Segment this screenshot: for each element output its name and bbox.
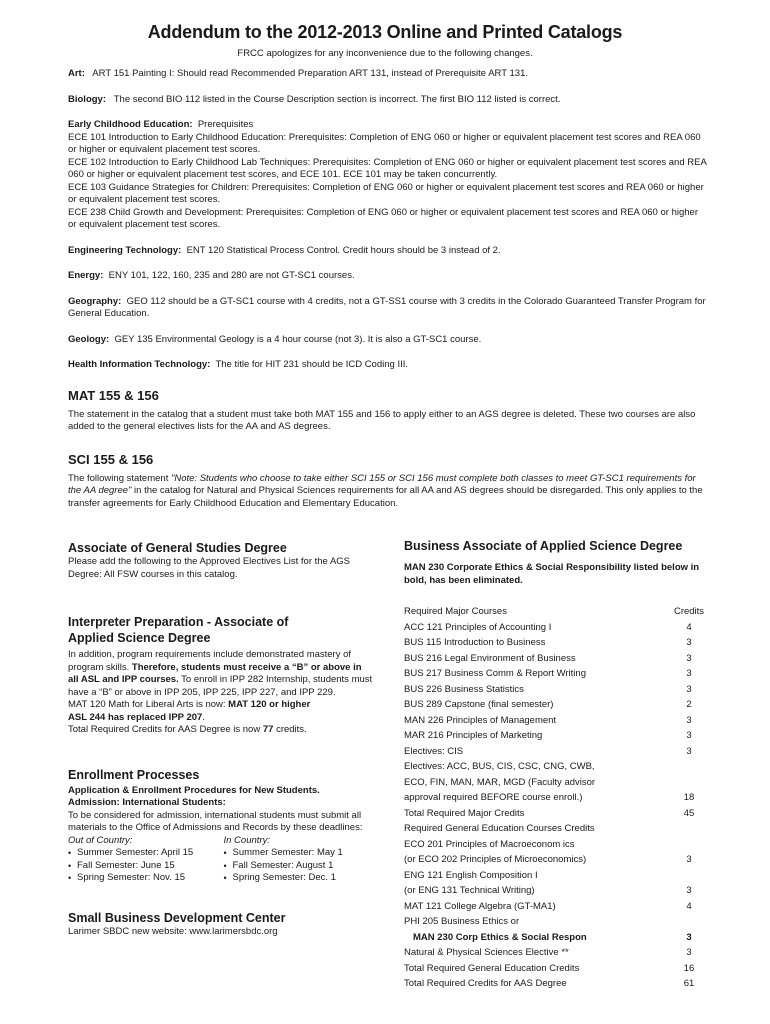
course-name: BUS 115 Introduction to Business (404, 637, 546, 648)
course-credits: 3 (686, 854, 692, 865)
enrollment-heading: Enrollment Processes (68, 767, 200, 782)
course-credits: 3 (686, 947, 692, 958)
table-row (404, 604, 709, 620)
course-name: approval required BEFORE course enroll.) (404, 792, 583, 803)
page-subtitle: FRCC apologizes for any inconvenience due to the following changes. (237, 48, 533, 59)
interpreter-p3-bold: ASL 244 has replaced IPP 207 (68, 711, 203, 723)
sbdc-heading: Small Business Development Center (68, 910, 286, 925)
enrollment-bold1-text: Application & Enrollment Procedures for New Students. (68, 784, 320, 796)
note-geography (68, 296, 708, 321)
course-credits (669, 759, 709, 775)
table-row (404, 635, 709, 651)
course-credits: 3 (686, 668, 692, 679)
table-row (404, 837, 709, 853)
table-row (404, 713, 709, 729)
course-name: MAN 226 Principles of Management (404, 714, 557, 726)
enrollment-text: To be considered for admission, international students must submit all materials to the Office of Admissions and Records by these deadlines: (68, 809, 363, 833)
interpreter-p2-bold: MAT 120 or higher (228, 699, 311, 710)
enrollment-bold2 (68, 797, 373, 810)
note-engineering (68, 245, 708, 258)
business-note-text: MAN 230 Corporate Ethics & Social Responsibility listed below in bold, has been eliminated. (404, 562, 700, 586)
interpreter-p2-text: MAT 120 Math for Liberal Arts is now: (68, 699, 226, 710)
course-credits: 3 (686, 683, 692, 695)
table-row (404, 666, 709, 682)
business-note (404, 562, 709, 587)
list-item: • Spring Semester: Nov. 15 (68, 872, 218, 885)
table-row (404, 945, 709, 961)
note-ece-line: ECE 102 Introduction to Early Childhood Lab Techniques: Prerequisites: Completion of ENG 060 or higher or equivalent placement test scores and REA 060 or higher or equivalent placement test scores, and ECE 101. ECE 101 may be taken concurrently. (68, 156, 707, 180)
table-row (404, 651, 709, 667)
course-credits: 4 (686, 900, 692, 912)
ags-section (68, 540, 373, 581)
course-name: ECO, FIN, MAN, MAR, MGD (Faculty advisor (404, 776, 596, 788)
note-biology-text: The second BIO 112 listed in the Course Description section is incorrect. The first BIO 112 listed is correct. (113, 93, 561, 105)
table-row (404, 728, 709, 744)
note-energy (68, 270, 708, 283)
course-name: MAR 216 Principles of Marketing (404, 730, 543, 741)
interpreter-heading-line2: Applied Science Degree (68, 631, 211, 645)
table-row (404, 806, 709, 822)
out-of-country-col (68, 835, 218, 885)
course-credits: 3 (686, 931, 692, 943)
table-row (404, 775, 709, 791)
table-row (404, 976, 709, 992)
interpreter-p2 (68, 699, 373, 712)
course-name: Required Major Courses (404, 606, 507, 617)
table-row (404, 697, 709, 713)
note-ece-line: ECE 238 Child Growth and Development: Prerequisites: Completion of ENG 060 or higher or equivalent placement test scores and REA 060 or higher or equivalent placement test scores. (68, 206, 698, 230)
course-name: Electives: CIS (404, 745, 464, 757)
course-credits: 45 (683, 807, 695, 819)
interpreter-p1-bold: Therefore, students must receive a “B” or above in all ASL and IPP courses. (68, 661, 362, 685)
interpreter-p1 (68, 649, 373, 699)
course-credits: 3 (686, 637, 692, 648)
course-credits: 61 (683, 978, 695, 989)
interpreter-p4 (68, 724, 373, 737)
sci-text-before: The following statement (68, 472, 171, 484)
course-name: Electives: ACC, BUS, CIS, CSC, CNG, CWB, (404, 761, 595, 772)
enrollment-deadlines (68, 835, 373, 885)
interpreter-p3 (68, 712, 373, 725)
course-name: ECO 201 Principles of Macroeconom ics (404, 838, 575, 850)
note-ece-heading: Prerequisites (197, 119, 254, 130)
note-biology (68, 94, 708, 107)
course-name: BUS 217 Business Comm & Report Writing (404, 668, 586, 679)
sci-text-after: in the catalog for Natural and Physical Sciences requirements for all AA and AS degrees should be disregarded. This only applies to the transfer agreements for Early Childhood Education and Elementary Education. (68, 485, 703, 509)
business-requirements-table (404, 604, 709, 992)
enrollment-bold1 (68, 785, 373, 798)
note-ece-line: ECE 101 Introduction to Early Childhood Education: Prerequisites: Completion of ENG 060 or higher or equivalent placement test scores and REA 060 or higher or equivalent placement test scores. (68, 131, 701, 155)
note-biology-label: Biology: (68, 93, 106, 105)
course-credits: 3 (686, 730, 692, 741)
interpreter-p4-tail: credits. (276, 724, 307, 735)
table-row (404, 914, 709, 930)
interpreter-section (68, 614, 373, 737)
table-row (404, 790, 709, 806)
out-of-country-label: Out of Country: (68, 834, 133, 846)
course-credits: 3 (686, 714, 692, 726)
course-name: (or ECO 202 Principles of Microeconomics) (404, 854, 587, 865)
note-ece (68, 119, 708, 232)
note-hit (68, 359, 708, 372)
course-name: BUS 289 Capstone (final semester) (404, 699, 554, 710)
sci-heading: SCI 155 & 156 (68, 451, 154, 467)
interpreter-p1-text: In addition, program requirements include demonstrated mastery of program skills. (68, 649, 352, 673)
interpreter-heading-line1: Interpreter Preparation - Associate of (68, 615, 289, 629)
enrollment-section (68, 767, 373, 885)
note-engineering-text: ENT 120 Statistical Process Control. Credit hours should be 3 instead of 2. (186, 244, 501, 256)
course-credits (669, 821, 709, 837)
business-heading: Business Associate of Applied Science Degree (404, 539, 683, 553)
out-of-country-list (68, 847, 218, 885)
course-credits: 2 (686, 699, 692, 710)
course-credits: Credits (673, 606, 705, 617)
sbdc-text: Larimer SBDC new website: www.larimersbdc.org (68, 925, 278, 937)
course-name: Total Required Credits for AAS Degree (404, 978, 567, 989)
note-energy-text: ENY 101, 122, 160, 235 and 280 are not GT-SC1 courses. (108, 270, 355, 281)
sci-text (68, 473, 708, 511)
course-credits (669, 868, 709, 884)
course-name: BUS 216 Legal Environment of Business (404, 652, 576, 664)
course-name: Total Required Major Credits (404, 807, 525, 819)
right-column (404, 538, 709, 992)
course-name: BUS 226 Business Statistics (404, 683, 524, 695)
table-row (404, 883, 709, 899)
ags-heading: Associate of General Studies Degree (68, 541, 287, 555)
interpreter-p1-tail: To enroll in IPP 282 Internship, students must have a “B” or above in IPP 205, IPP 225, IPP 227, and IPP 229. (68, 674, 373, 698)
interpreter-heading (68, 614, 373, 646)
course-name: Total Required General Education Credits (404, 962, 580, 974)
interpreter-p3-tail: . (202, 711, 205, 723)
note-energy-label: Energy: (68, 270, 104, 281)
note-art-label: Art: (68, 68, 85, 79)
list-item: • Summer Semester: April 15 (68, 847, 218, 860)
course-credits (669, 775, 709, 791)
table-row (404, 852, 709, 868)
note-geology (68, 334, 708, 347)
enrollment-bold2-text: Admission: International Students: (68, 797, 226, 808)
left-column (68, 540, 373, 938)
table-row (404, 744, 709, 760)
table-row (404, 821, 709, 837)
list-item: • Fall Semester: August 1 (224, 860, 374, 873)
sci-quote: "Note: Students who choose to take either SCI 155 or SCI 156 must complete both classes to meet GT-SC1 requirements for the AA degree" (68, 472, 696, 496)
course-name: Natural & Physical Sciences Elective ** (404, 947, 569, 958)
course-name: PHI 205 Business Ethics or (404, 916, 520, 927)
note-hit-label: Health Information Technology: (68, 359, 211, 370)
table-row (404, 682, 709, 698)
course-credits (669, 837, 709, 853)
course-name: Required General Education Courses Credits (404, 823, 595, 834)
list-item: • Fall Semester: June 15 (68, 860, 218, 873)
course-credits: 3 (686, 885, 692, 896)
course-credits (669, 914, 709, 930)
list-item: • Spring Semester: Dec. 1 (224, 872, 374, 885)
course-name: (or ENG 131 Technical Writing) (404, 885, 535, 896)
page-title: Addendum to the 2012-2013 Online and Printed Catalogs (147, 22, 623, 42)
in-country-list (224, 847, 374, 885)
note-ece-line: ECE 103 Guidance Strategies for Children: Prerequisites: Completion of ENG 060 or higher or equivalent placement test scores and REA 060 or higher or equivalent placement test scores. (68, 181, 704, 205)
note-art (68, 68, 708, 81)
note-geology-text: GEY 135 Environmental Geology is a 4 hour course (not 3). It is also a GT-SC1 course. (114, 333, 482, 345)
note-hit-text: The title for HIT 231 should be ICD Coding III. (215, 359, 408, 370)
course-name: MAT 121 College Algebra (GT-MA1) (404, 900, 556, 912)
in-country-label: In Country: (223, 834, 270, 846)
note-geology-label: Geology: (68, 333, 110, 345)
table-row (404, 868, 709, 884)
table-row (404, 620, 709, 636)
ags-text: Please add the following to the Approved Electives List for the AGS Degree: All FSW courses in this catalog. (68, 556, 351, 580)
course-name: ACC 121 Principles of Accounting I (404, 621, 552, 633)
course-credits: 3 (686, 745, 692, 757)
interpreter-p4-bold: 77 (262, 724, 274, 735)
note-engineering-label: Engineering Technology: (68, 244, 182, 256)
note-art-text: ART 151 Painting I: Should read Recommended Preparation ART 131, instead of Prerequisite ART 131. (92, 68, 528, 79)
course-credits: 4 (686, 621, 692, 633)
table-row (404, 930, 709, 946)
table-row (404, 899, 709, 915)
note-ece-label: Early Childhood Education: (68, 119, 193, 130)
mat-heading: MAT 155 & 156 (68, 387, 159, 403)
course-credits: 18 (683, 792, 695, 803)
sbdc-section (68, 910, 373, 939)
course-name: ENG 121 English Composition I (404, 869, 538, 881)
course-name: MAN 230 Corp Ethics & Social Respon (413, 931, 587, 943)
interpreter-p4-text: Total Required Credits for AAS Degree is now (68, 724, 261, 735)
note-geography-text: GEO 112 should be a GT-SC1 course with 4 credits, not a GT-SS1 course with 3 credits in the Colorado Guaranteed Transfer Program for General Education. (68, 295, 706, 319)
main-content (68, 68, 708, 523)
list-item: • Summer Semester: May 1 (224, 847, 374, 860)
course-credits: 16 (683, 962, 695, 974)
table-row (404, 961, 709, 977)
mat-text: The statement in the catalog that a student must take both MAT 155 and 156 to apply either to an AGS degree is deleted. These two courses are also added to the general electives lists for the AA and AS degrees. (68, 408, 696, 432)
in-country-col (224, 835, 374, 885)
course-credits: 3 (686, 652, 692, 664)
table-row (404, 759, 709, 775)
note-geography-label: Geography: (68, 295, 122, 307)
